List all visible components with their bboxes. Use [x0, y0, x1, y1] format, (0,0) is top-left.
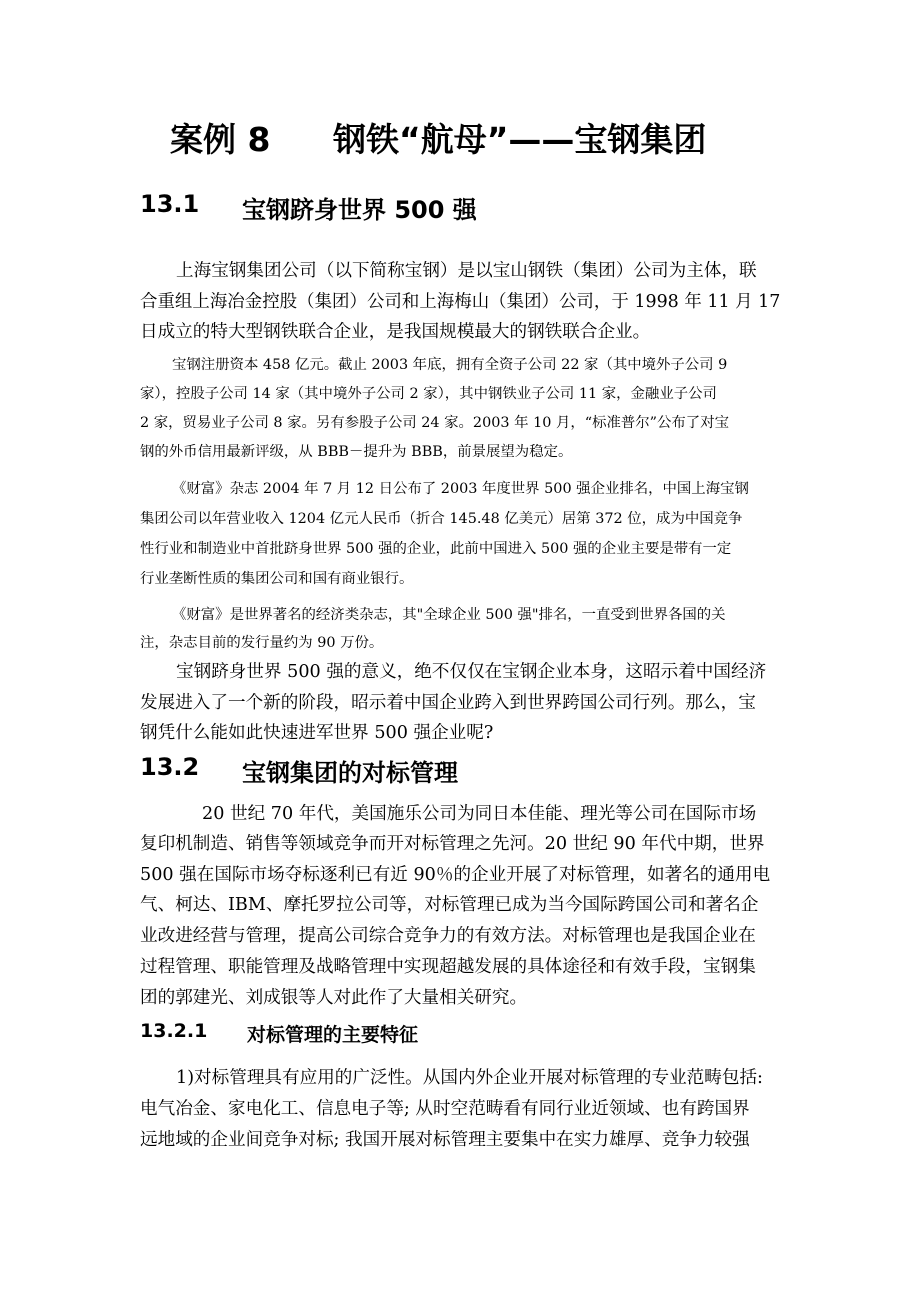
s131-p1-line: 日成立的特大型钢铁联合企业，是我国规模最大的钢铁联合企业。	[140, 322, 651, 342]
section-13-2-1-heading: 对标管理的主要特征	[247, 1024, 419, 1046]
s131-p2-line: 钢的外币信用最新评级，从 BBB－提升为 BBB，前景展望为稳定。	[140, 444, 573, 460]
s131-p3-line: 《财富》杂志 2004 年 7 月 12 日公布了 2003 年度世界 500 强企业排名，中国上海宝钢	[172, 481, 749, 497]
section-13-2-1-number: 13.2.1	[140, 1020, 208, 1042]
s131-p5-line: 发展进入了一个新的阶段，昭示着中国企业跨入到世界跨国公司行列。那么，宝	[140, 693, 756, 713]
s1321-p1-line: 1)对标管理具有应用的广泛性。从国内外企业开展对标管理的专业范畴包括:	[176, 1068, 763, 1088]
s132-p1-line: 团的郭建光、刘成银等人对此作了大量相关研究。	[140, 988, 528, 1008]
section-13-1-heading: 宝钢跻身世界 500 强	[242, 196, 477, 224]
s131-p1-line: 合重组上海冶金控股（集团）公司和上海梅山（集团）公司，于 1998 年 11 月 17	[140, 292, 781, 312]
s131-p2-line: 家），控股子公司 14 家（其中境外子公司 2 家），其中钢铁业子公司 11 家，金融业子公司	[140, 386, 717, 402]
section-13-2-number: 13.2	[140, 753, 200, 781]
s131-p4-line: 注，杂志目前的发行量约为 90 万份。	[140, 635, 384, 651]
s131-p1-line: 上海宝钢集团公司（以下简称宝钢）是以宝山钢铁（集团）公司为主体，联	[176, 261, 757, 281]
s131-p2-line: 2 家，贸易业子公司 8 家。另有参股子公司 24 家。2003 年 10 月，“标准普尔”公布了对宝	[140, 415, 729, 431]
section-13-1-number: 13.1	[140, 190, 200, 218]
s132-p1-line: 复印机制造、销售等领域竞争而开对标管理之先河。20 世纪 90 年代中期，世界	[140, 834, 765, 854]
s132-p1-line: 过程管理、职能管理及战略管理中实现超越发展的具体途径和有效手段，宝钢集	[140, 957, 756, 977]
s132-p1-line: 业改进经营与管理，提高公司综合竞争力的有效方法。对标管理也是我国企业在	[140, 926, 756, 946]
s1321-p1-line: 远地域的企业间竞争对标; 我国开展对标管理主要集中在实力雄厚、竞争力较强	[140, 1130, 750, 1150]
s131-p5-line: 宝钢跻身世界 500 强的意义，绝不仅仅在宝钢企业本身，这昭示着中国经济	[176, 662, 767, 682]
s132-p1-line: 气、柯达、IBM、摩托罗拉公司等，对标管理已成为当今国际跨国公司和著名企	[140, 895, 759, 915]
s131-p3-line: 集团公司以年营业收入 1204 亿元人民币（折合 145.48 亿美元）居第 372 位，成为中国竞争	[140, 511, 743, 527]
s132-p1-line: 20 世纪 70 年代，美国施乐公司为同日本佳能、理光等公司在国际市场	[202, 804, 757, 824]
s132-p1-line: 500 强在国际市场夺标逐利已有近 90％的企业开展了对标管理，如著名的通用电	[140, 865, 771, 885]
s131-p3-line: 性行业和制造业中首批跻身世界 500 强的企业，此前中国进入 500 强的企业主要是带有一定	[140, 541, 732, 557]
s1321-p1-line: 电气冶金、家电化工、信息电子等; 从时空范畴看有同行业近领域、也有跨国界	[140, 1099, 750, 1119]
s131-p4-line: 《财富》是世界著名的经济类杂志，其"全球企业 500 强"排名，一直受到世界各国的关	[172, 607, 726, 623]
doc-title-number: 案例 8	[170, 120, 271, 159]
section-13-2-heading: 宝钢集团的对标管理	[242, 759, 458, 787]
s131-p2-line: 宝钢注册资本 458 亿元。截止 2003 年底，拥有全资子公司 22 家（其中境外子公司 9	[172, 357, 728, 373]
s131-p5-line: 钢凭什么能如此快速进军世界 500 强企业呢?	[140, 723, 494, 743]
s131-p3-line: 行业垄断性质的集团公司和国有商业银行。	[140, 571, 414, 587]
doc-title-text: 钢铁“航母”——宝钢集团	[333, 120, 707, 159]
